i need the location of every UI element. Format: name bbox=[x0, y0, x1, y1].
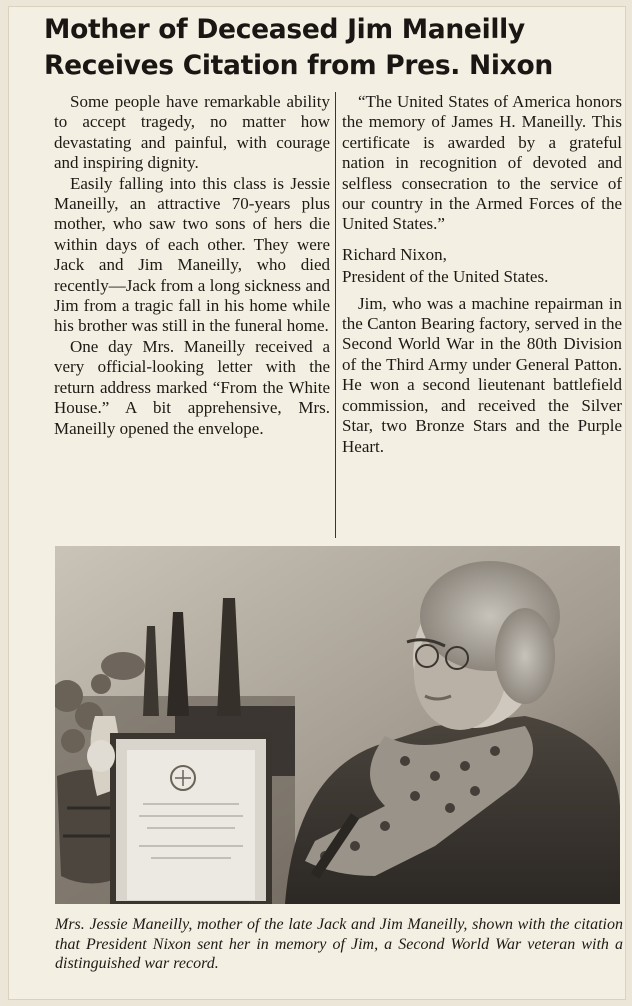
right-column bbox=[342, 92, 622, 457]
paragraph-1: Some people have remarkable ability to accept tragedy, no matter how devastating and painful, with courage and inspiring dignity. bbox=[54, 92, 330, 173]
article-headline bbox=[44, 12, 624, 84]
headline-line-2: Receives Citation from Pres. Nixon bbox=[44, 50, 553, 81]
signature-name: Richard Nixon, bbox=[342, 244, 447, 264]
photo-caption: Mrs. Jessie Maneilly, mother of the late Jack and Jim Maneilly, shown with the citation that President Nixon sent her in memory of Jim, a Second World War veteran with a distinguished war record. bbox=[55, 916, 623, 973]
paragraph-biography: Jim, who was a machine repairman in the Canton Bearing factory, served in the Second World War in the 80th Division of the Third Army under General Patton. He won a second lieutenant battlefield commission, and received the Silver Star, two Bronze Stars and the Purple Heart. bbox=[342, 293, 622, 456]
column-divider bbox=[335, 92, 336, 538]
citation-quote: “The United States of America honors the memory of James H. Maneilly. This certificate is awarded by a grateful nation in recognition of devoted and selfless consecration to the service of our country in the Armed Forces of the United States.” bbox=[342, 92, 622, 234]
photo-illustration bbox=[55, 546, 620, 904]
signature-title: President of the United States. bbox=[342, 267, 549, 287]
article-photo bbox=[55, 546, 620, 904]
paragraph-3: One day Mrs. Maneilly received a very official-looking letter with the return address marked “From the White House.” A bit apprehensive, Mrs. Maneilly opened the envelope. bbox=[54, 336, 330, 438]
paragraph-2: Easily falling into this class is Jessie Maneilly, an attractive 70-years plus mother, who saw two sons of hers die within days of each other. They were Jack and Jim Maneilly, who died recently—Jack from a long sickness and Jim from a tragic fall in his home while his brother was still in the funeral home. bbox=[54, 173, 330, 336]
left-column bbox=[54, 92, 330, 439]
headline-line-1: Mother of Deceased Jim Maneilly bbox=[44, 14, 525, 45]
